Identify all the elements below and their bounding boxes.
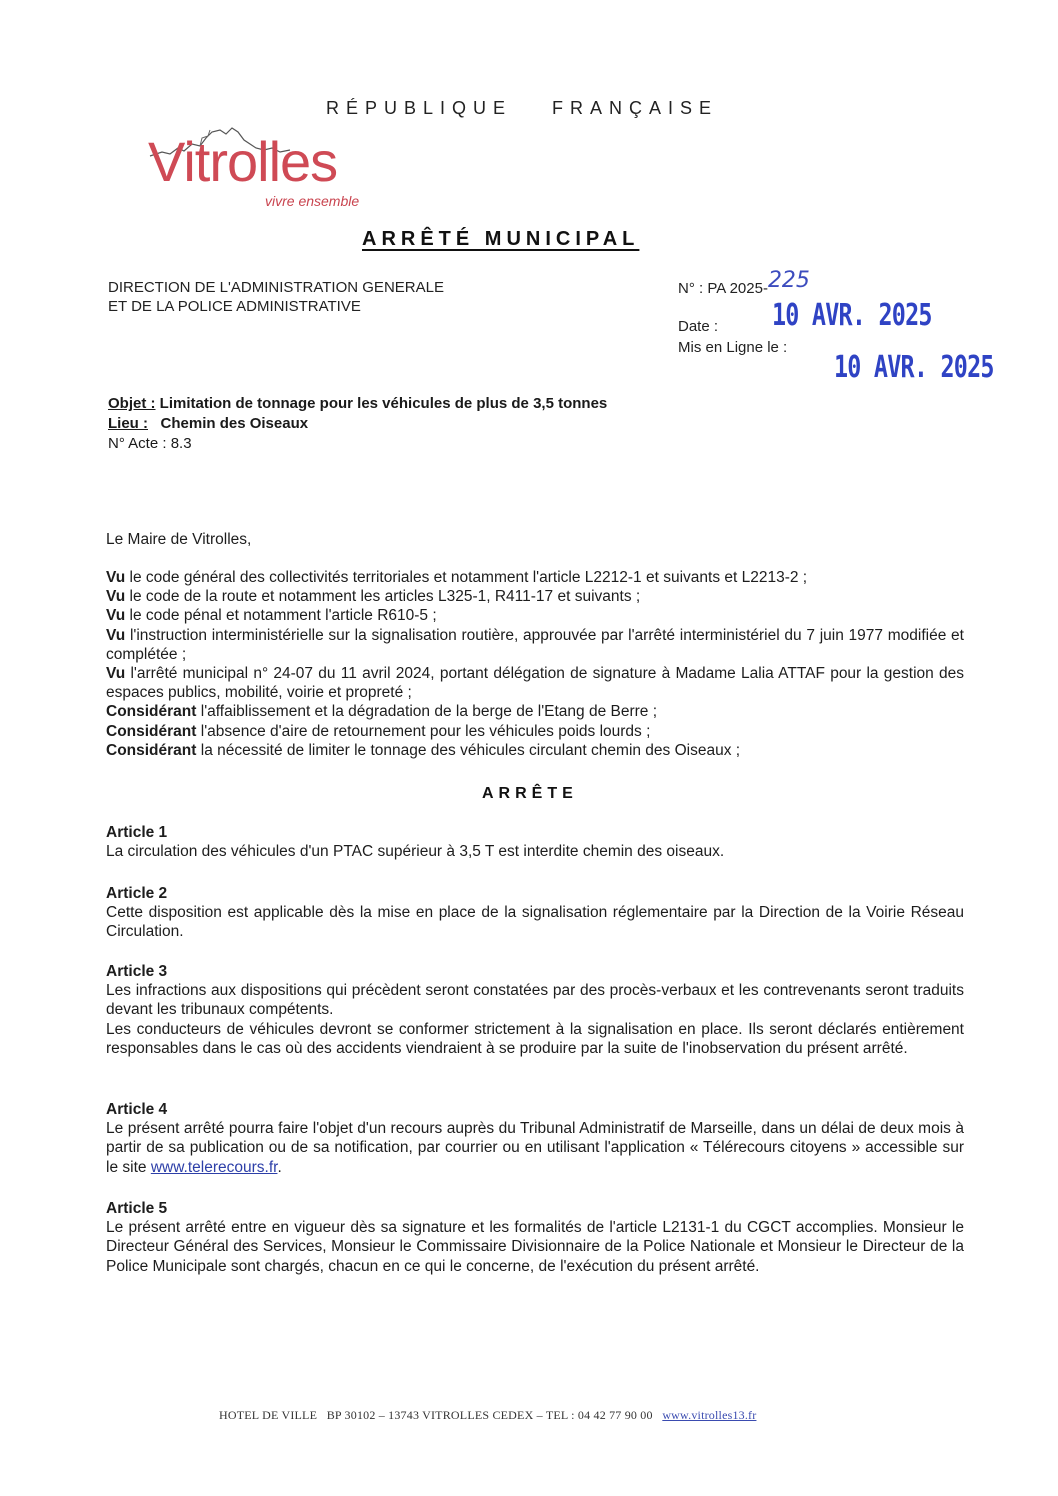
mis-en-ligne-stamp: 10 AVR. 2025 [834, 350, 994, 385]
consideration-lead: Vu [106, 588, 126, 606]
consideration-text: le code de la route et notamment les articles L325-1, R411-17 et suivants ; [125, 588, 641, 606]
consideration-item [106, 626, 964, 664]
date-stamp: 10 AVR. 2025 [772, 298, 932, 333]
consideration-text: l'arrêté municipal n° 24-07 du 11 avril 2024, portant délégation de signature à Madame Lalia ATTAF pour la gestion des espaces publics, mobilité, voirie et propreté ; [106, 665, 964, 702]
footer-website-link[interactable]: www.vitrolles13.fr [662, 1408, 757, 1422]
act-number-handwritten: 225 [767, 268, 810, 293]
consideration-item [106, 702, 964, 721]
consideration-text: le code pénal et notamment l'article R610-5 ; [125, 607, 437, 625]
article-2 [106, 884, 964, 942]
maire-salutation: Le Maire de Vitrolles, [106, 531, 252, 548]
consideration-text: la nécessité de limiter le tonnage des véhicules circulant chemin des Oiseaux ; [196, 741, 741, 759]
mis-en-ligne-label: Mis en Ligne le : [678, 339, 788, 356]
article-3 [106, 962, 964, 1058]
consideration-item [106, 606, 964, 625]
article-paragraph: Les infractions aux dispositions qui précèdent seront constatées par des procès-verbaux et les contrevenants seront traduits devant les tribunaux compétents. [106, 982, 964, 1019]
act-number [678, 268, 810, 297]
article-4-end: . [277, 1158, 282, 1176]
consideration-item [106, 722, 964, 741]
consideration-item [106, 664, 964, 702]
article-title: Article 4 [106, 1101, 168, 1118]
article-title: Article 2 [106, 885, 168, 902]
direction-line-2: ET DE LA POLICE ADMINISTRATIVE [108, 298, 361, 315]
telerecours-link[interactable]: www.telerecours.fr [150, 1158, 278, 1176]
article-paragraph: Les conducteurs de véhicules devront se conformer strictement à la signalisation en place. Ils seront déclarés entièrement responsables dans le cas où des accidents viendraient à se produire par la suite de l'inobservation du présent arrêté. [106, 1020, 964, 1057]
logo-vitrolles-wordmark: Vitrolles [148, 130, 338, 193]
article-title: Article 1 [106, 824, 168, 841]
arrete-heading: ARRÊTE [482, 785, 578, 802]
consideration-lead: Vu [106, 569, 126, 586]
objet-label: Objet : [108, 395, 156, 412]
article-paragraph: La circulation des véhicules d'un PTAC supérieur à 3,5 T est interdite chemin des oiseaux. [106, 843, 725, 861]
consideration-item [106, 741, 964, 760]
consideration-text: le code général des collectivités territoriales et notamment l'article L2212-1 et suivants et L2213-2 ; [125, 569, 808, 586]
article-paragraph [106, 1119, 964, 1177]
footer-address: HOTEL DE VILLE BP 30102 – 13743 VITROLLES CEDEX – TEL : 04 42 77 90 00 [219, 1408, 663, 1422]
date-label: Date : [678, 318, 719, 335]
consideration-lead: Vu [106, 665, 126, 683]
consideration-item [106, 568, 964, 587]
article-title: Article 5 [106, 1200, 168, 1217]
consideration-lead: Considérant [106, 703, 197, 721]
consideration-text: l'affaiblissement et la dégradation de la berge de l'Etang de Berre ; [196, 703, 658, 721]
lieu-label: Lieu : [108, 415, 148, 432]
consideration-lead: Considérant [106, 722, 197, 740]
article-title: Article 3 [106, 963, 168, 980]
acte-number: N° Acte : 8.3 [108, 435, 192, 452]
objet-value: Limitation de tonnage pour les véhicules de plus de 3,5 tonnes [159, 395, 608, 412]
direction-line-1: DIRECTION DE L'ADMINISTRATION GENERALE [108, 279, 444, 296]
article-paragraph: Cette disposition est applicable dès la mise en place de la signalisation réglementaire par la Direction de la Voirie Réseau Circulation. [106, 904, 964, 941]
article-4-text: Le présent arrêté pourra faire l'objet d'un recours auprès du Tribunal Administratif de Marseille, dans un délai de deux mois à partir de sa publication ou de sa notification, par courrier ou en utilisant l'application « Télérecours citoyens » accessible sur le site [106, 1120, 964, 1176]
objet-line [108, 394, 607, 414]
consideration-text: l'instruction interministérielle sur la signalisation routière, approuvée par l'arrêté interministériel du 7 juin 1977 modifiée et complétée ; [106, 626, 964, 663]
consideration-lead: Vu [106, 607, 126, 625]
act-number-label: N° : PA 2025- [678, 280, 768, 297]
consideration-item [106, 587, 964, 606]
issuing-direction [108, 278, 444, 316]
logo-tagline: vivre ensemble [265, 193, 360, 209]
considerations-list [106, 568, 964, 760]
consideration-lead: Considérant [106, 741, 197, 759]
republique-francaise-header: RÉPUBLIQUE FRANÇAISE [326, 98, 719, 118]
consideration-text: l'absence d'aire de retournement pour les véhicules poids lourds ; [196, 722, 651, 740]
article-paragraph: Le présent arrêté entre en vigueur dès sa signature et les formalités de l'article L2131-1 du CGCT accomplies. Monsieur le Directeur Général des Services, Monsieur le Commissaire Divisionnaire de la Police Nationale et Monsieur le Directeur de la Police Municipale sont chargés, chacun en ce qui le concerne, de l'exécution du présent arrêté. [106, 1219, 964, 1275]
article-1 [106, 823, 964, 861]
lieu-value: Chemin des Oiseaux [160, 415, 309, 432]
article-5 [106, 1199, 964, 1276]
subject-block [108, 394, 607, 454]
consideration-lead: Vu [106, 626, 126, 644]
footer-contact [219, 1408, 756, 1423]
document-title: ARRÊTÉ MUNICIPAL [362, 228, 640, 250]
article-4 [106, 1100, 964, 1177]
lieu-line [108, 414, 607, 434]
